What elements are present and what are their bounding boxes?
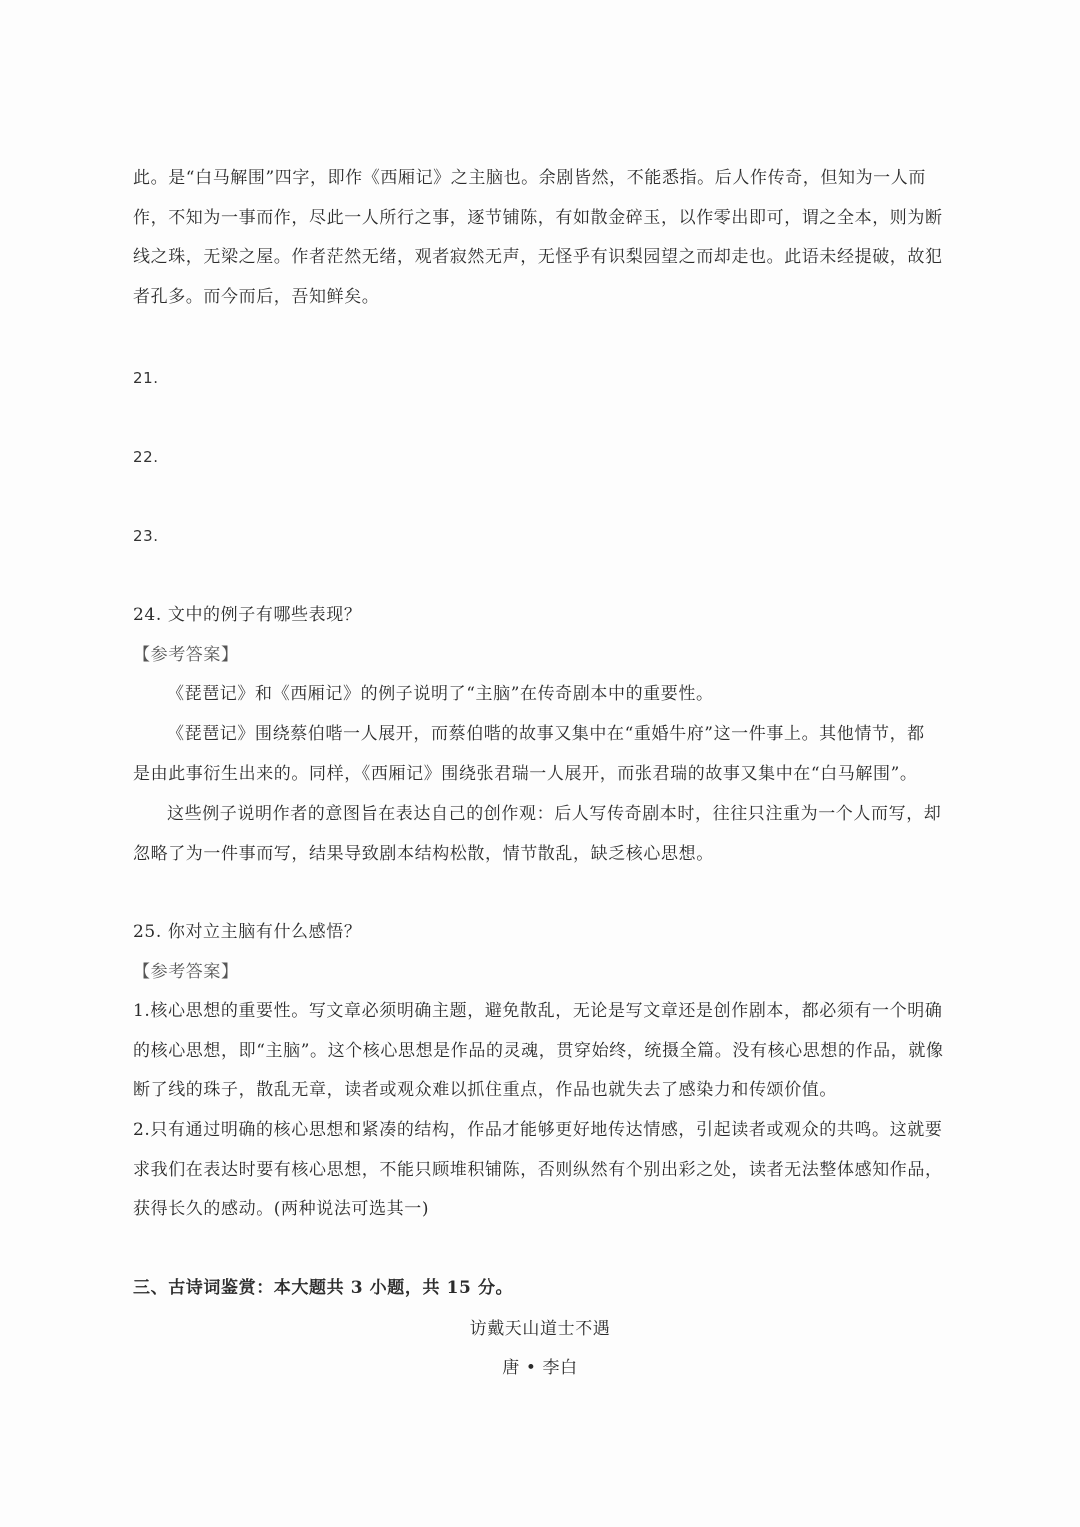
question-23-number: 23. <box>133 527 159 545</box>
question-24-answer-tag: 【参考答案】 <box>133 645 239 665</box>
question-24-answer-line-5: 忽略了为一件事而写，结果导致剧本结构松散，情节散乱，缺乏核心思想。 <box>133 844 714 864</box>
question-25-answer-line-1: 1.核心思想的重要性。写文章必须明确主题，避免散乱，无论是写文章还是创作剧本，都必须有一个明确 <box>133 1001 943 1021</box>
question-24-answer-line-1: 《琵琶记》和《西厢记》的例子说明了“主脑”在传奇剧本中的重要性。 <box>167 684 714 704</box>
question-22-number: 22. <box>133 448 159 466</box>
question-25-answer-line-2: 的核心思想，即“主脑”。这个核心思想是作品的灵魂，贯穿始终，统摄全篇。没有核心思想的作品，就像 <box>133 1041 944 1061</box>
passage-line-4: 者孔多。而今而后，吾知鲜矣。 <box>133 287 380 307</box>
passage-line-2: 作，不知为一事而作，尽此一人所行之事，逐节铺陈，有如散金碎玉，以作零出即可，谓之全本，则为断 <box>133 208 943 228</box>
question-25-title: 25. 你对立主脑有什么感悟？ <box>133 922 362 942</box>
question-25-answer-line-3: 断了线的珠子，散乱无章，读者或观众难以抓住重点，作品也就失去了感染力和传颂价值。 <box>133 1080 837 1100</box>
question-24-answer-line-3: 是由此事衍生出来的。同样，《西厢记》围绕张君瑞一人展开，而张君瑞的故事又集中在“白马解围”。 <box>133 764 918 784</box>
passage-line-1: 此。是“白马解围”四字，即作《西厢记》之主脑也。余剧皆然，不能悉指。后人作传奇，但知为一人而 <box>133 168 926 188</box>
question-24-answer-line-2: 《琵琶记》围绕蔡伯喈一人展开，而蔡伯喈的故事又集中在“重婚牛府”这一件事上。其他情节，都 <box>167 724 925 744</box>
question-24-answer-line-4: 这些例子说明作者的意图旨在表达自己的创作观：后人写传奇剧本时，往往只注重为一个人而写，却 <box>167 804 942 824</box>
question-21-number: 21. <box>133 369 159 387</box>
passage-line-3: 线之珠，无梁之屋。作者茫然无绪，观者寂然无声，无怪乎有识梨园望之而却走也。此语未经提破，故犯 <box>133 247 943 267</box>
question-25-answer-line-6: 获得长久的感动。(两种说法可选其一) <box>133 1199 430 1219</box>
question-24-title: 24. 文中的例子有哪些表现？ <box>133 605 362 625</box>
poem-title: 访戴天山道士不遇 <box>469 1319 611 1339</box>
question-25-answer-line-5: 求我们在表达时要有核心思想，不能只顾堆积铺陈，否则纵然有个别出彩之处，读者无法整体感知作品， <box>133 1160 943 1180</box>
question-25-answer-tag: 【参考答案】 <box>133 962 239 982</box>
question-25-answer-line-4: 2.只有通过明确的核心思想和紧凑的结构，作品才能够更好地传达情感，引起读者或观众的共鸣。这就要 <box>133 1120 943 1140</box>
poem-author: 唐 • 李白 <box>502 1358 578 1378</box>
section-3-heading: 三、古诗词鉴赏：本大题共 3 小题，共 15 分。 <box>133 1278 514 1298</box>
